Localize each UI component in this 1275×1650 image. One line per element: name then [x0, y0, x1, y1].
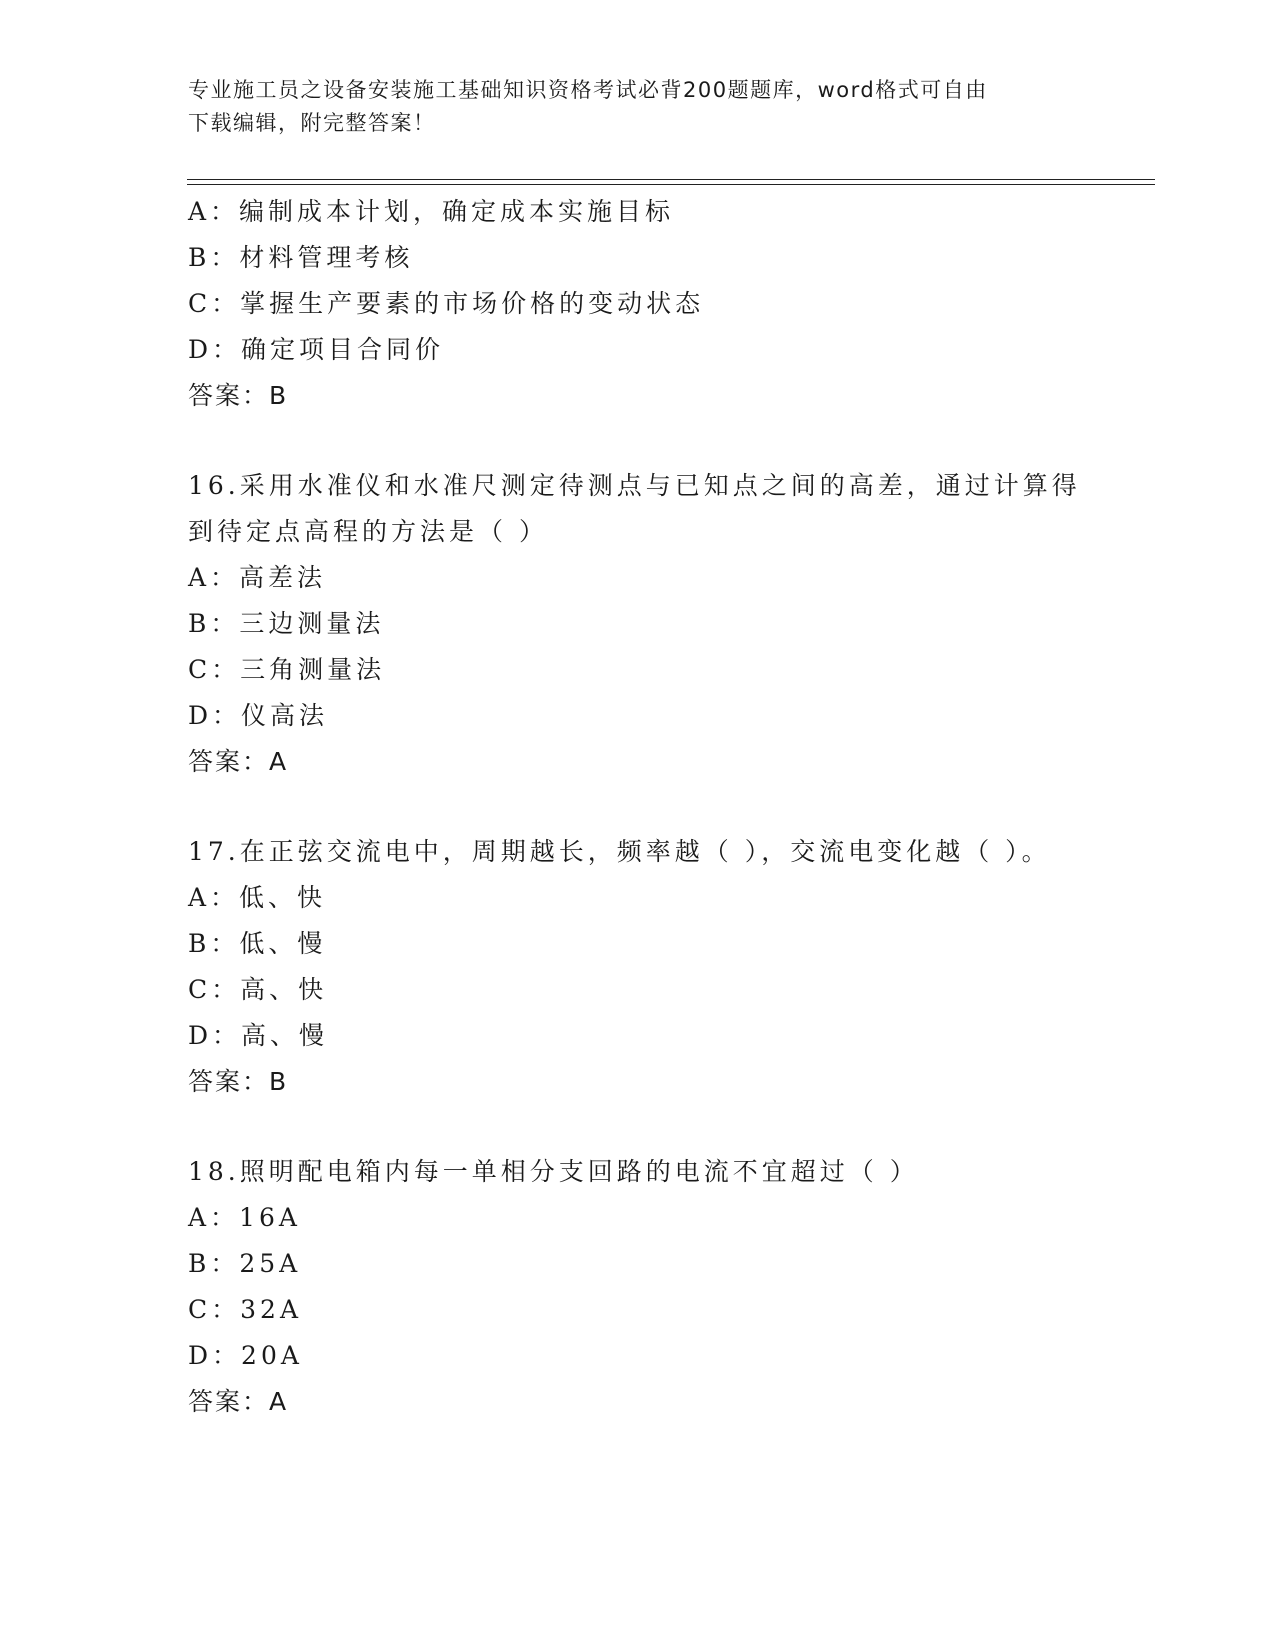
header-line-2: 下载编辑，附完整答案！: [188, 111, 436, 135]
header-divider-bottom: [187, 184, 1155, 185]
answer-label: 答案：A: [188, 1387, 289, 1416]
option-d: D：高、慢: [188, 1021, 329, 1050]
answer-label: 答案：B: [188, 1067, 289, 1096]
question-stem-continued: 到待定点高程的方法是（ ）: [188, 517, 548, 546]
question-17: [188, 829, 1148, 1105]
option-d: D：仪高法: [188, 701, 329, 730]
option-c: C：掌握生产要素的市场价格的变动状态: [188, 289, 705, 318]
option-a: A：高差法: [188, 563, 327, 592]
option-b: B：材料管理考核: [188, 243, 414, 272]
option-a: A：低、快: [188, 883, 327, 912]
answer-label: 答案：B: [188, 381, 289, 410]
option-a: A：16A: [188, 1203, 301, 1232]
question-16: [188, 463, 1148, 785]
option-c: C：高、快: [188, 975, 328, 1004]
option-c: C：三角测量法: [188, 655, 386, 684]
option-d: D：20A: [188, 1341, 303, 1370]
option-b: B：低、慢: [188, 929, 327, 958]
option-b: B：25A: [188, 1249, 302, 1278]
question-stem: 17.在正弦交流电中，周期越长，频率越（ ），交流电变化越（ ）。: [188, 837, 1051, 866]
document-header: [188, 74, 1088, 140]
question-stem: 18.照明配电箱内每一单相分支回路的电流不宜超过（ ）: [188, 1157, 919, 1186]
option-c: C：32A: [188, 1295, 302, 1324]
question-15: [188, 189, 1148, 419]
question-list: [188, 189, 1148, 1425]
header-line-1: 专业施工员之设备安装施工基础知识资格考试必背200题题库，word格式可自由: [188, 78, 988, 102]
question-18: [188, 1149, 1148, 1425]
option-b: B：三边测量法: [188, 609, 385, 638]
answer-label: 答案：A: [188, 747, 289, 776]
option-a: A：编制成本计划，确定成本实施目标: [188, 197, 675, 226]
option-d: D：确定项目合同价: [188, 335, 445, 364]
question-stem: 16.采用水准仪和水准尺测定待测点与已知点之间的高差，通过计算得: [188, 471, 1081, 500]
header-divider-top: [187, 179, 1155, 180]
